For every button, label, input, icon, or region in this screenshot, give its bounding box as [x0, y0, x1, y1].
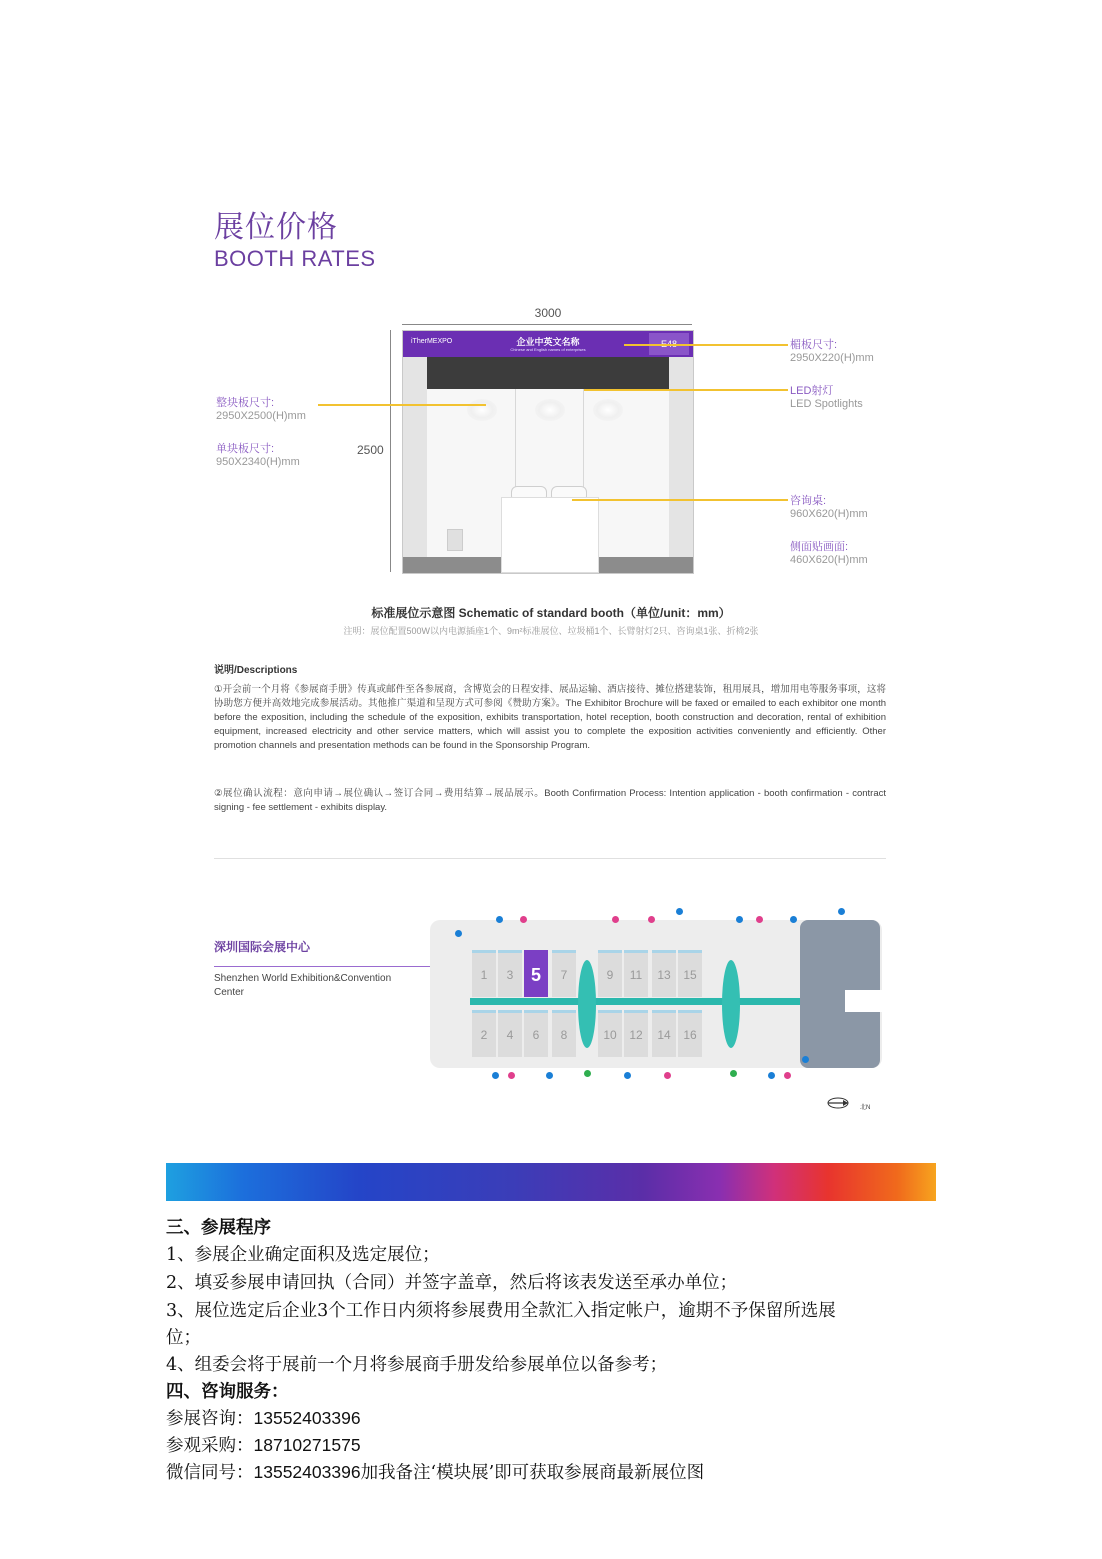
hall-4: 4: [498, 1010, 522, 1057]
parking-marker-icon: [756, 916, 763, 923]
gate-marker-icon: [790, 916, 797, 923]
visit-purchase-phone[interactable]: 18710271575: [253, 1435, 361, 1455]
booth-height-dimension: 2500: [357, 443, 384, 457]
central-corridor: [470, 998, 800, 1005]
diagram-note: 注明：展位配置500W以内电源插座1个、9m²标准展位、垃圾桶1个、长臂射灯2只、咨询桌1张、折椅2张: [343, 626, 759, 636]
hall-10: 10: [598, 1010, 622, 1057]
booth-illustration: [402, 330, 694, 574]
desk-arrow: [572, 499, 788, 501]
single-panel-value: 950X2340(H)mm: [216, 456, 300, 468]
led-arrow: [584, 389, 788, 391]
whole-panel-value: 2950X2500(H)mm: [216, 410, 306, 422]
hall-14: 14: [652, 1010, 676, 1057]
gate-marker-icon: [624, 1072, 631, 1079]
height-dimension-line: [390, 330, 391, 572]
section3-heading: 三、参展程序: [166, 1218, 271, 1238]
connector-ellipse: [722, 960, 740, 1048]
hall-9: 9: [598, 950, 622, 997]
venue-pointer-line: [214, 966, 464, 967]
procedure-item: 4、组委会将于展前一个月将参展商手册发给参展单位以备参考；: [166, 1355, 668, 1375]
single-panel-label: 单块板尺寸:: [216, 443, 275, 455]
description-paragraph-2: ②展位确认流程：意向申请→展位确认→签订合同→费用结算→展品展示。Booth Confirmation Process: Intention application - booth confirmation - contract signing - fee settlement - exhibits display.: [214, 788, 886, 813]
divider: [214, 858, 886, 859]
booth-left-wall: [403, 357, 427, 573]
booth-width-dimension: 3000: [534, 306, 562, 320]
wechat-note: 加我备注‘模块展’即可获取参展商最新展位图: [360, 1463, 705, 1483]
expo-logo: iTherMEXPO: [411, 338, 453, 345]
section-title-en: BOOTH RATES: [214, 246, 376, 271]
hall-16: 16: [678, 1010, 702, 1057]
north-compass-icon: [826, 1094, 860, 1112]
spotlight-glow: [535, 399, 565, 421]
fascia-company-cn: 企业中英文名称: [516, 337, 580, 347]
desk-size-value: 960X620(H)mm: [790, 508, 868, 520]
decorative-color-band: [166, 1163, 936, 1201]
booth-ceiling: [427, 357, 669, 389]
parking-marker-icon: [784, 1072, 791, 1079]
description-paragraph-1: ①开会前一个月将《参展商手册》传真或邮件至各参展商，含博览会的日程安排、展品运输、酒店接待、摊位搭建装饰，租用展具，增加用电等服务事项，这将协助您方便并高效地完成参展活动。其他推广渠道和呈现方式可参阅《赞助方案》。The Exhibitor Brochure will be faxed or emailed to each exhibitor one month before the exposition, including the schedule of the exposition, exhibits transportation, hotel reception, booth construction and decoration, rental of exhibition equipment, increased electricity and other service matters, which will assist you to complete the exposition activities conveniently and efficiently. Other promotion channels and presentation methods can be found in the Sponsorship Program.: [214, 684, 886, 751]
hall-5: 5: [524, 950, 548, 997]
gate-marker-icon: [455, 930, 462, 937]
procedure-item: 2、填妥参展申请回执（合同）并签字盖章，然后将该表发送至承办单位；: [166, 1273, 738, 1293]
north-label: 北N: [860, 1105, 871, 1111]
section-title-cn: 展位价格: [214, 210, 338, 245]
connector-ellipse: [578, 960, 596, 1048]
parking-marker-icon: [508, 1072, 515, 1079]
spotlight-glow: [467, 399, 497, 421]
hall-15: 15: [678, 950, 702, 997]
info-desk: [501, 497, 599, 573]
visit-purchase-line: [166, 1432, 361, 1457]
hall-1: 1: [472, 950, 496, 997]
parking-marker-icon: [612, 916, 619, 923]
gate-marker-icon: [802, 1056, 809, 1063]
fascia-arrow: [624, 344, 788, 346]
waste-bin: [447, 529, 463, 551]
visit-purchase-label: 参观采购：: [166, 1436, 254, 1456]
exhibit-consult-phone[interactable]: 13552403396: [253, 1408, 361, 1428]
exhibit-consult-label: 参展咨询：: [166, 1409, 254, 1429]
hall-8: 8: [552, 1010, 576, 1057]
parking-marker-icon: [664, 1072, 671, 1079]
led-value: LED Spotlights: [790, 398, 863, 410]
venue-name-en: Shenzhen World Exhibition&Convention Center: [214, 973, 392, 998]
section4-heading: 四、咨询服务：: [166, 1382, 289, 1402]
fascia-size-value: 2950X220(H)mm: [790, 352, 874, 364]
led-label: LED射灯: [790, 385, 834, 397]
metro-marker-icon: [730, 1070, 737, 1077]
fascia-size-label: 楣板尺寸:: [790, 339, 838, 351]
diagram-caption: 标准展位示意图 Schematic of standard booth（单位/unit：mm）: [371, 606, 731, 620]
side-graphic-label: 侧面贴画面:: [790, 541, 849, 553]
procedure-item-continuation: 位；: [166, 1328, 201, 1348]
exhibit-consult-line: [166, 1405, 361, 1430]
descriptions-title: 说明/Descriptions: [214, 665, 298, 676]
gate-marker-icon: [496, 916, 503, 923]
parking-marker-icon: [520, 916, 527, 923]
hall-7: 7: [552, 950, 576, 997]
gate-marker-icon: [492, 1072, 499, 1079]
central-hall-notch: [845, 990, 885, 1012]
metro-marker-icon: [584, 1070, 591, 1077]
gate-marker-icon: [676, 908, 683, 915]
whole-panel-label: 整块板尺寸:: [216, 397, 275, 409]
gate-marker-icon: [768, 1072, 775, 1079]
venue-name-cn: 深圳国际会展中心: [214, 940, 311, 954]
hall-2: 2: [472, 1010, 496, 1057]
desk-size-label: 咨询桌:: [790, 495, 827, 507]
spotlight-glow: [593, 399, 623, 421]
side-graphic-value: 460X620(H)mm: [790, 554, 868, 566]
hall-6: 6: [524, 1010, 548, 1057]
hall-11: 11: [624, 950, 648, 997]
wechat-line: [166, 1459, 704, 1484]
wechat-label: 微信同号：: [166, 1463, 254, 1483]
gate-marker-icon: [736, 916, 743, 923]
fascia-company-en: Chinese and English names of enterprises: [510, 347, 586, 352]
hall-3: 3: [498, 950, 522, 997]
procedure-item: 3、展位选定后企业3个工作日内须将参展费用全款汇入指定帐户，逾期不予保留所选展: [166, 1301, 836, 1321]
whole-panel-arrow: [318, 404, 486, 406]
wechat-phone[interactable]: 13552403396: [253, 1462, 361, 1482]
parking-marker-icon: [648, 916, 655, 923]
gate-marker-icon: [546, 1072, 553, 1079]
width-dimension-line: [402, 324, 692, 325]
hall-12: 12: [624, 1010, 648, 1057]
procedure-item: 1、参展企业确定面积及选定展位；: [166, 1245, 440, 1265]
hall-13: 13: [652, 950, 676, 997]
gate-marker-icon: [838, 908, 845, 915]
